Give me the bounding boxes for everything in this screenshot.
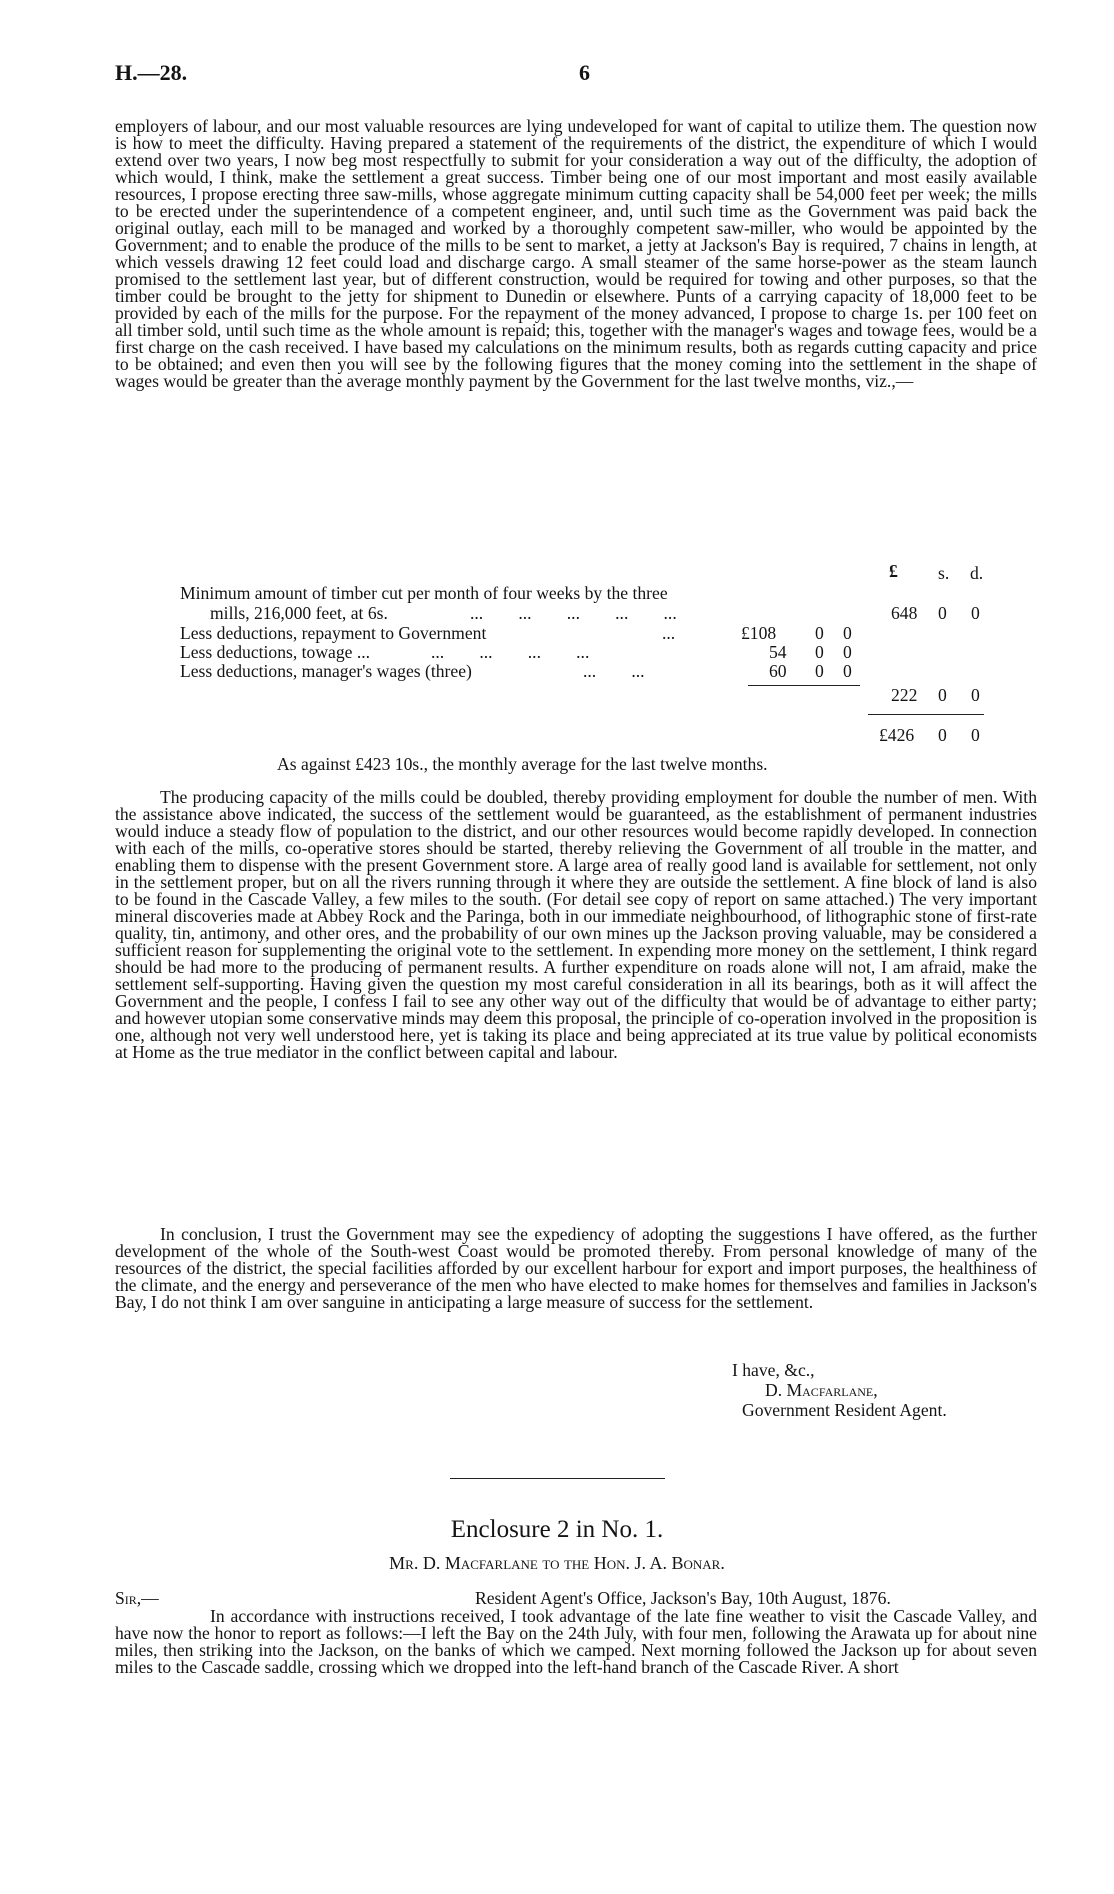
enclosure-heading: Enclosure 2 in No. 1. <box>450 1516 664 1543</box>
row1-label-line1: Minimum amount of timber cut per month of four weeks by the three <box>180 583 668 603</box>
enclosure-body: In accordance with instructions received, I took advantage of the late fine weather to visit the Cascade Valley, and have now the honor to report as follows:—I left the Bay on the 24th July, with four men, following the Arawata up for about nine miles, then striking into the Jackson, on the banks of which we camped. Next morning followed the Jackson up for about seven miles to the Cascade saddle, crossing which we dropped into the left-hand branch of the Cascade River. A short <box>115 1606 1037 1677</box>
row1-leader-dots: ... ... ... ... ... <box>470 603 677 623</box>
row3-shillings: 0 <box>815 642 824 662</box>
page-number: 6 <box>579 60 590 85</box>
body-paragraph-1: employers of labour, and our most valuable resources are lying undeveloped for want of capital to utilize them. The question now is how to meet the difficulty. Having prepared a statement of the requirements of the district, the expenditure of which I would extend over two years, I now beg most respectfully to submit for your consideration a way out of the difficulty, the adoption of which would, I think, make the settlement a great success. Timber being one of our most important and most easily available resources, I propose erecting three saw-mills, whose aggregate minimum cutting capacity shall be 54,000 feet per week; the mills to be erected under the superintendence of a competent engineer, and, until such time as the Government was paid back the original outlay, each mill to be managed and worked by a thoroughly competent saw-miller, who would be appointed by the Government; and to enable the produce of the mills to be sent to market, a jetty at Jackson's Bay is required, 7 chains in length, at which vessels drawing 12 feet could load and discharge cargo. A small steamer of the same horse-power as the steam launch promised to the settlement last year, but of different construction, would be required for towing and other purposes, so that the timber could be brought to the jetty for shipment to Dunedin or elsewhere. Punts of a carrying capacity of 18,000 feet to be provided by each of the mills for the purpose. For the repayment of the money advanced, I propose to charge 1s. per 100 feet on all timber sold, until such time as the whole amount is repaid; this, together with the manager's wages and towage fees, would be a first charge on the cash received. I have based my calculations on the minimum results, both as regards cutting capacity and price to be obtained; and even then you will see by the following figures that the money coming into the settlement in the shape of wages would be greater than the average monthly payment by the Government for the last twelve months, viz.,— <box>115 116 1037 391</box>
pence-head: d. <box>970 563 984 583</box>
section-divider <box>450 1478 665 1479</box>
row4-shillings: 0 <box>815 661 824 681</box>
row1-pence: 0 <box>971 603 980 623</box>
row2-shillings: 0 <box>815 623 824 643</box>
dateline: Resident Agent's Office, Jackson's Bay, 10th August, 1876. <box>475 1588 891 1608</box>
row2-pounds: £108 <box>741 623 777 643</box>
row1-label-line2: mills, 216,000 feet, at 6s. <box>210 603 388 623</box>
subtotal-rule <box>748 685 860 686</box>
row2-leader-dots: ... <box>662 623 676 643</box>
row1-pounds: 648 <box>891 603 918 623</box>
row2-pence: 0 <box>843 623 852 643</box>
closing: I have, &c., <box>732 1360 815 1380</box>
enclosure-subheading: Mr. D. Macfarlane to the Hon. J. A. Bonar. <box>389 1553 725 1573</box>
row3-pence: 0 <box>843 642 852 662</box>
row2-label: Less deductions, repayment to Government <box>180 623 487 643</box>
body-paragraph-2: The producing capacity of the mills could be doubled, thereby providing employment for double the number of men. With the assistance above indicated, the success of the settlement would be guaranteed, as the establishment of permanent industries would induce a steady flow of population to the district, and our other resources would become rapidly developed. In connection with each of the mills, co-operative stores should be started, thereby relieving the Government of all trouble in the matter, and enabling them to dispense with the present Government store. A large area of really good land is available for settlement, not only in the settlement proper, but on all the rivers running through it where they are outside the settlement. A fine block of land is also to be found in the Cascade Valley, a few miles to the south. (For detail see copy of report on same attached.) The very important mineral discoveries made at Abbey Rock and the Paringa, both in our immediate neighbourhood, of lithographic stone of first-rate quality, tin, antimony, and other ores, and the probability of our own mines up the Jackson proving valuable, may be considered a sufficient reason for supplementing the original vote to the settlement. In expending more money on the settlement, I think regard should be had more to the producing of permanent results. A further expenditure on roads alone will not, I am afraid, make the settlement self-supporting. Having given the question my most careful consideration in all its bearings, both as it will affect the Government and the people, I confess I fail to see any other way out of the difficulty that would be of advantage to either party; and however utopian some conservative minds may deem this proposal, the principle of co-operation involved in the proposition is one, although not very well understood here, yet is taking its place and being appreciated at its true value by political economists at Home as the true mediator in the conflict between capital and labour. <box>115 787 1037 1062</box>
comparison-line: As against £423 10s., the monthly average for the last twelve months. <box>277 754 768 774</box>
body-paragraph-3: In conclusion, I trust the Government may see the expediency of adopting the suggestions I have offered, as the further development of the whole of the South-west Coast would be promoted thereby. From personal knowledge of many of the resources of the district, the special facilities afforded by our excellent harbour for export and import purposes, the healthiness of the climate, and the energy and perseverance of the men who have elected to make homes for themselves and families in Jackson's Bay, I do not think I am over sanguine in anticipating a large measure of success for the settlement. <box>115 1224 1037 1312</box>
signatory-name: D. Macfarlane, <box>765 1380 878 1400</box>
total-shillings: 0 <box>938 725 947 745</box>
row4-pence: 0 <box>843 661 852 681</box>
total-pence: 0 <box>971 725 980 745</box>
salutation: Sir,— <box>115 1588 159 1608</box>
row4-label: Less deductions, manager's wages (three) <box>180 661 472 681</box>
signatory-title: Government Resident Agent. <box>742 1400 947 1420</box>
pounds-head: £ <box>889 561 898 581</box>
subtotal-pence: 0 <box>971 685 980 705</box>
row4-leader-dots: ... ... <box>583 661 645 681</box>
total-rule <box>868 714 984 715</box>
subtotal-pounds: 222 <box>891 685 918 705</box>
row4-pounds: 60 <box>769 661 787 681</box>
row3-label: Less deductions, towage ... <box>180 642 371 662</box>
shillings-head: s. <box>938 563 950 583</box>
total-pounds: £426 <box>879 725 915 745</box>
row1-shillings: 0 <box>938 603 947 623</box>
page-reference: H.—28. <box>115 60 188 85</box>
row3-leader-dots: ... ... ... ... <box>431 642 590 662</box>
row3-pounds: 54 <box>769 642 787 662</box>
subtotal-shillings: 0 <box>938 685 947 705</box>
